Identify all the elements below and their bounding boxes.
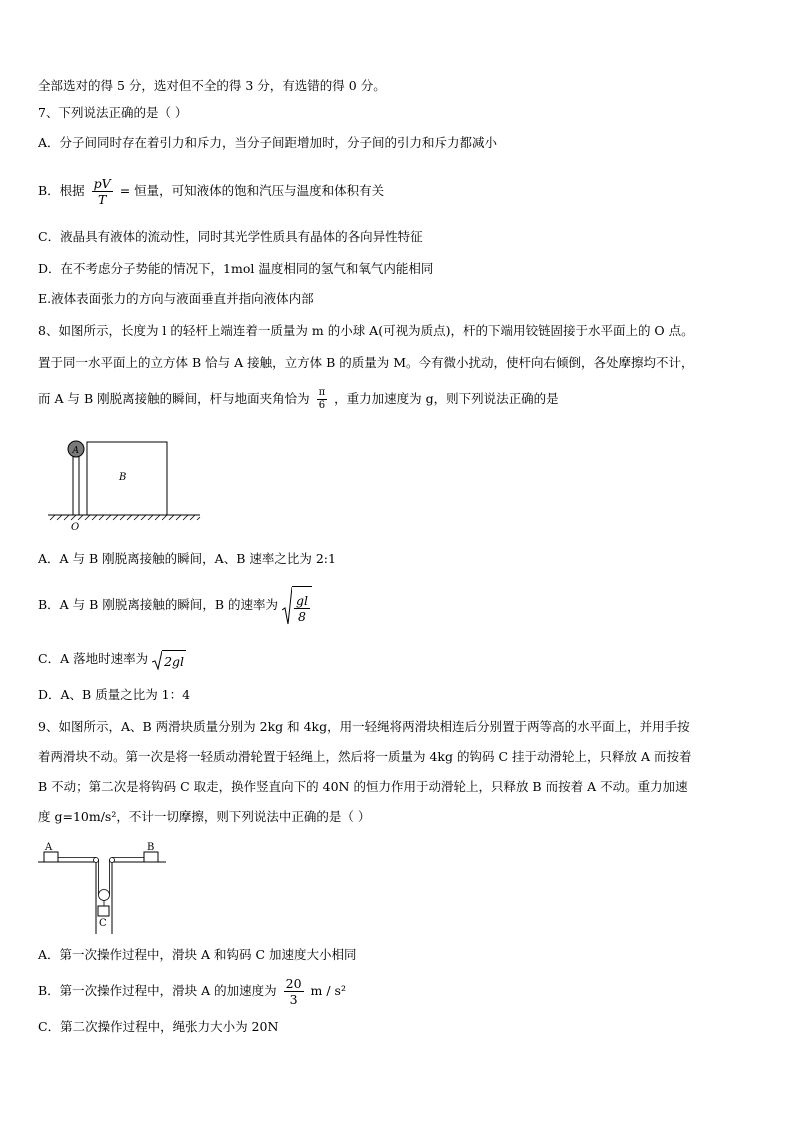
question-8-stem-line-3 [38, 381, 559, 417]
block-b [144, 852, 158, 862]
fraction-numerator: π [318, 387, 326, 398]
right-fixed-pulley [110, 858, 115, 863]
question-9-option-b [38, 972, 346, 1010]
fraction-denominator: T [98, 192, 107, 207]
fraction-numerator: gl [295, 592, 308, 608]
block-a-label: A [45, 842, 53, 853]
option-b-prefix: B．根据 [38, 183, 85, 198]
ball-a-label: A [72, 446, 79, 456]
rod-and-cube-diagram [40, 428, 220, 533]
acceleration-unit: m / s² [310, 983, 346, 998]
sqrt-2gl [152, 650, 186, 670]
question-9-stem-line-3: B 不动；第二次是将钩码 C 取走，换作竖直向下的 40N 的恒力作用于动滑轮上，只释放 B 而按着 A 不动。重力加速 [38, 779, 688, 794]
block-a [44, 852, 58, 862]
option-b-suffix: = 恒量，可知液体的饱和汽压与温度和体积有关 [119, 183, 385, 198]
left-fixed-pulley [94, 858, 99, 863]
question-9-stem-line-2: 着两滑块不动。第一次是将一轻质动滑轮置于轻绳上，然后将一质量为 4kg 的钩码 C 挂于动滑轮上，只释放 A 而按着 [38, 749, 692, 764]
weight-c-label: C [99, 918, 107, 929]
question-8-option-c [38, 648, 186, 670]
ground-hatching [50, 515, 200, 520]
fraction-numerator: pV [93, 176, 111, 191]
option-b-prefix: B．A 与 B 刚脱离接触的瞬间，B 的速率为 [38, 597, 278, 612]
question-8-option-b [38, 585, 312, 626]
question-9-stem-line-1: 9、如图所示，A、B 两滑块质量分别为 2kg 和 4kg，用一轻绳将两滑块相连后分别置于两等高的水平面上，并用手按 [38, 719, 690, 734]
question-7-stem: 7、下列说法正确的是（ ） [38, 105, 188, 120]
question-9-option-a: A．第一次操作过程中，滑块 A 和钩码 C 加速度大小相同 [38, 947, 357, 962]
question-9-stem-line-4: 度 g=10m/s²，不计一切摩擦，则下列说法中正确的是（ ） [38, 809, 371, 824]
block-b-label: B [147, 842, 155, 853]
question-8-option-a: A．A 与 B 刚脱离接触的瞬间，A、B 速率之比为 2:1 [38, 551, 336, 566]
radicand: 2gl [162, 650, 186, 673]
radical-sign [152, 650, 162, 670]
question-8-option-d: D．A、B 质量之比为 1：4 [38, 687, 191, 702]
fraction-denominator: 8 [297, 608, 306, 624]
pulley-diagram [36, 838, 171, 938]
question-8-stem-line-2: 置于同一水平面上的立方体 B 恰与 A 接触，立方体 B 的质量为 M。今有微小扰动，使杆向右倾倒，各处摩擦均不计， [38, 355, 694, 370]
question-7-option-c: C．液晶具有液体的流动性，同时其光学性质具有晶体的各向异性特征 [38, 229, 423, 244]
question-7-option-a: A．分子间同时存在着引力和斥力，当分子间距增加时，分子间的引力和斥力都减小 [38, 135, 498, 150]
pv-over-t-fraction [92, 176, 113, 207]
stem-3-prefix: 而 A 与 B 刚脱离接触的瞬间，杆与地面夹角恰为 [38, 391, 310, 406]
gl-over-8-fraction [294, 593, 310, 624]
question-7-option-b [38, 172, 384, 210]
question-8-stem-line-1: 8、如图所示，长度为 l 的轻杆上端连着一质量为 m 的小球 A(可视为质点)，杆的下端用铰链固接于水平面上的 O 点。 [38, 323, 694, 338]
sqrt-gl-over-8 [282, 586, 312, 626]
fraction-numerator: 20 [285, 976, 302, 991]
pivot-o-label: O [71, 522, 80, 533]
pi-over-6-fraction [317, 387, 328, 412]
cube-b [87, 442, 167, 515]
question-9-option-c: C．第二次操作过程中，绳张力大小为 20N [38, 1019, 279, 1034]
stem-3-suffix: ，重力加速度为 g，则下列说法正确的是 [334, 391, 559, 406]
option-b-prefix: B．第一次操作过程中，滑块 A 的加速度为 [38, 983, 277, 998]
radical-sign [282, 586, 292, 626]
twenty-over-three-fraction [284, 976, 304, 1007]
movable-pulley [99, 890, 110, 901]
instructions-line: 全部选对的得 5 分，选对但不全的得 3 分，有选错的得 0 分。 [38, 78, 386, 93]
question-7-option-e: E.液体表面张力的方向与液面垂直并指向液体内部 [38, 291, 314, 306]
option-c-prefix: C．A 落地时速率为 [38, 651, 149, 666]
fraction-denominator: 6 [318, 400, 326, 411]
fraction-denominator: 3 [289, 992, 298, 1007]
question-7-option-d: D．在不考虑分子势能的情况下，1mol 温度相同的氢气和氧气内能相同 [38, 261, 434, 276]
cube-b-label: B [119, 472, 127, 483]
weight-c [98, 906, 109, 916]
